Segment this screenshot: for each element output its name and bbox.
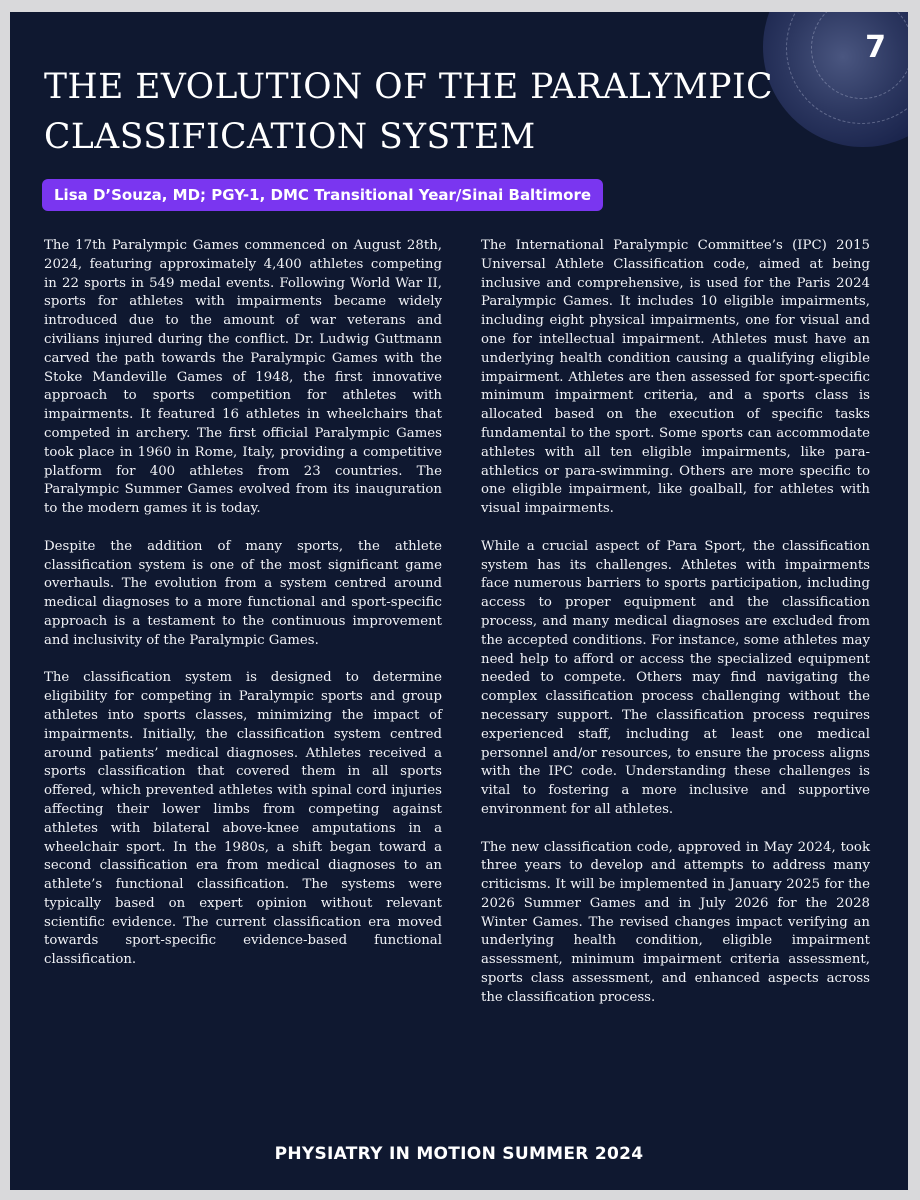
paragraph: The new classification code, approved in May 2024, took three years to develop and attempts to address many criticisms. It will be implemented in January 2025 for the 2026 Summer Games and in July 2026 for the 2028 Winter Games. The revised changes impact verifying an underlying health condition, eligible impairment assessment, minimum impairment criteria assessment, sports class assessment, and enhanced aspects across the classification process. (481, 839, 870, 1005)
publication-footer: PHYSIATRY IN MOTION SUMMER 2024 (274, 1144, 644, 1164)
paragraph: The International Paralympic Committee’s (IPC) 2015 Universal Athlete Classification code, aimed at being inclusive and comprehensive, is used for the Paris 2024 Paralympic Games. It includes 10 eligible impairments, including eight physical impairments, one for visual and one for intellectual impairment. Athletes must have an underlying health condition causing a qualifying eligible impairment. Athletes are then assessed for sport-specific minimum impairment criteria, and a sports class is allocated based on the execution of specific tasks fundamental to the sport. Some sports can accommodate athletes with all ten eligible impairments, like para-athletics or para-swimming. Others are more specific to one eligible impairment, like goalball, for athletes with visual impairments. (481, 238, 870, 517)
paragraph: The 17th Paralympic Games commenced on August 28th, 2024, featuring approximately 4,400 athletes competing in 22 sports in 549 medal events. Following World War II, sports for athletes with impairments became widely introduced due to the amount of war veterans and civilians injured during the conflict. Dr. Ludwig Guttmann carved the path towards the Paralympic Games with the Stoke Mandeville Games of 1948, the first innovative approach to sports competition for athletes with impairments. It featured 16 athletes in wheelchairs that competed in archery. The first official Paralympic Games took place in 1960 in Rome, Italy, providing a competitive platform for 400 athletes from 23 countries. The Paralympic Summer Games evolved from its inauguration to the modern games it is today. (44, 238, 442, 517)
author-byline-badge: Lisa D’Souza, MD; PGY-1, DMC Transitional Year/Sinai Baltimore (42, 179, 603, 211)
magazine-page (10, 12, 908, 1190)
article-title: THE EVOLUTION OF THE PARALYMPIC CLASSIFICATION SYSTEM (44, 67, 774, 157)
paragraph: While a crucial aspect of Para Sport, the classification system has its challenges. Athletes with impairments face numerous barriers to sports participation, including access to proper equipment and the classification process, and many medical diagnoses are excluded from the accepted conditions. For instance, some athletes may need help to afford or access the specialized equipment needed to compete. Others may find navigating the complex classification process challenging without the necessary support. The classification process requires experienced staff, including at least one medical personnel and/or resources, to ensure the process aligns with the IPC code. Understanding these challenges is vital to fostering a more inclusive and supportive environment for all athletes. (481, 538, 870, 817)
right-text-column (481, 237, 870, 1026)
paragraph: The classification system is designed to determine eligibility for competing in Paralympic sports and group athletes into sports classes, minimizing the impact of impairments. Initially, the classification system centred around patients’ medical diagnoses. Athletes received a sports classification that covered them in all sports offered, which prevented athletes with spinal cord injuries affecting their lower limbs from competing against athletes with bilateral above-knee amputations in a wheelchair sport. In the 1980s, a shift began toward a second classification era from medical diagnoses to an athlete’s functional classification. The systems were typically based on expert opinion without relevant scientific evidence. The current classification era moved towards sport-specific evidence-based functional classification. (44, 670, 442, 968)
page-number: 7 (865, 30, 886, 65)
paragraph: Despite the addition of many sports, the athlete classification system is one of the most significant game overhauls. The evolution from a system centred around medical diagnoses to a more functional and sport-specific approach is a testament to the continuous improvement and inclusivity of the Paralympic Games. (44, 538, 442, 648)
left-text-column (44, 237, 442, 989)
